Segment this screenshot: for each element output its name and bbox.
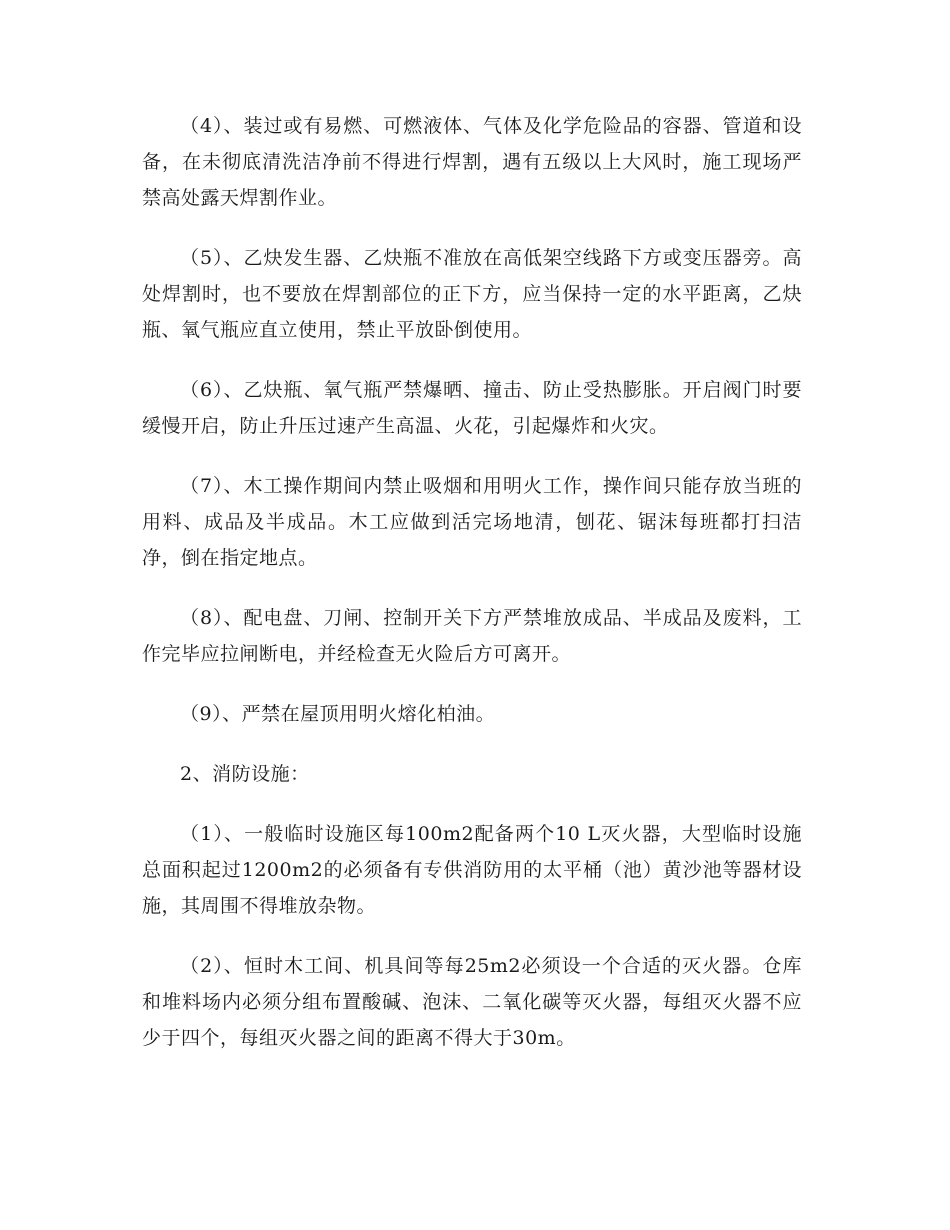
fire-facility-paragraph-2: （2）、恒时木工间、机具间等每25m2必须设一个合适的灭火器。仓库和堆料场内必须分组布置酸碱、泡沫、二氧化碳等灭火器，每组灭火器不应少于四个，每组灭火器之间的距离不得大于30m。 [142, 955, 802, 1049]
fire-facility-paragraph-1: （1）、一般临时设施区每100m2配备两个10 L灭火器，大型临时设施总面积起过1200m2的必须备有专供消防用的太平桶（池）黄沙池等器材设施，其周围不得堆放杂物。 [142, 823, 802, 917]
section-heading-fire-facilities: 2、消防设施： [180, 763, 310, 785]
document-body [142, 108, 802, 1080]
paragraph-7: （7）、木工操作期间内禁止吸烟和用明火工作，操作间只能存放当班的用料、成品及半成品。木工应做到活完场地清，刨花、锯沫每班都打扫洁净，倒在指定地点。 [142, 475, 802, 569]
paragraph-9: （9）、严禁在屋顶用明火熔化柏油。 [180, 703, 496, 725]
paragraph-6: （6）、乙炔瓶、氧气瓶严禁爆晒、撞击、防止受热膨胀。开启阀门时要缓慢开启，防止升压过速产生高温、火花，引起爆炸和火灾。 [142, 379, 802, 437]
paragraph-4: （4）、装过或有易燃、可燃液体、气体及化学危险品的容器、管道和设备，在未彻底清洗洁净前不得进行焊割，遇有五级以上大风时，施工现场严禁高处露天焊割作业。 [142, 115, 802, 209]
paragraph-5: （5）、乙炔发生器、乙炔瓶不准放在高低架空线路下方或变压器旁。高处焊割时，也不要放在焊割部位的正下方，应当保持一定的水平距离，乙炔瓶、氧气瓶应直立使用，禁止平放卧倒使用。 [142, 247, 802, 341]
paragraph-8: （8）、配电盘、刀闸、控制开关下方严禁堆放成品、半成品及废料，工作完毕应拉闸断电，并经检查无火险后方可离开。 [142, 607, 802, 665]
